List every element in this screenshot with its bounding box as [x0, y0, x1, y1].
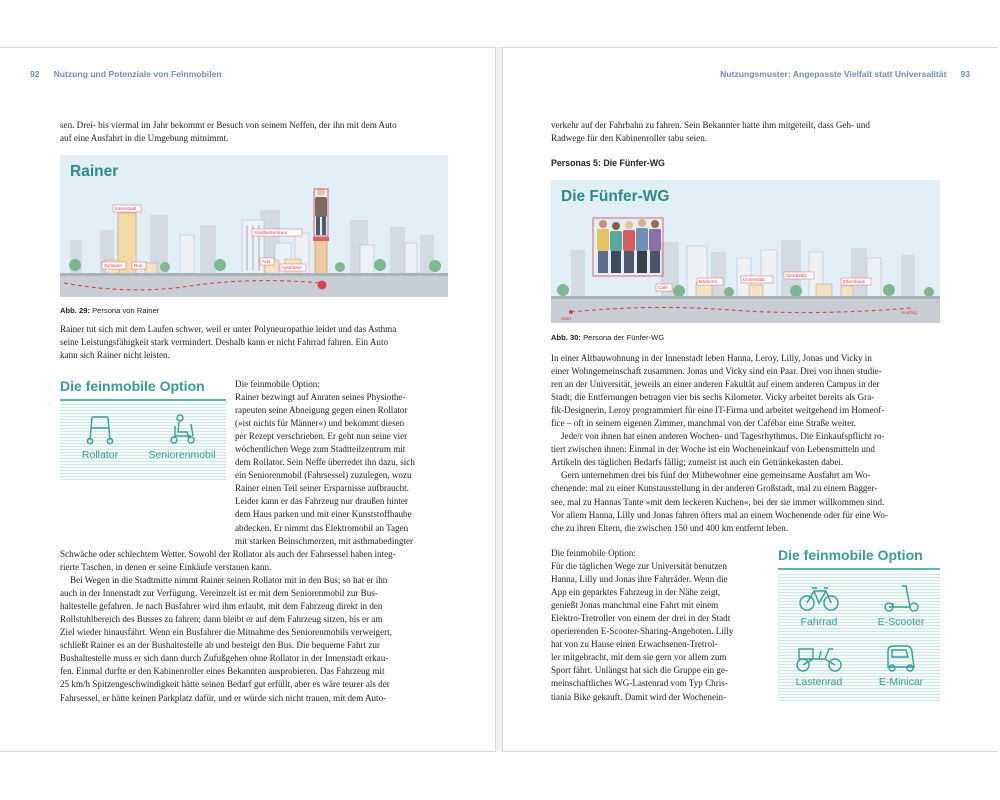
text-line: Stadt; die Entfernungen betragen vier bis sechs Kilometer. Vicky arbeitet bereits als Gra- — [551, 392, 875, 403]
text-line: rierte Taschen, in denen er seine Einkäufe verstauen kann. — [60, 562, 272, 573]
tag-cafe: Café — [658, 285, 668, 290]
option-item-seniorenmobil — [140, 412, 224, 461]
text-line: Rainer einen Teil seiner Ersparnisse aufbraucht. — [235, 483, 409, 494]
text-line: Rainer bezwingt auf Anraten seines Physiothe- — [235, 392, 406, 403]
tag-stadtteilzentrum: Stadtteilzentrum — [254, 230, 288, 235]
tag-arzt: Arzt — [262, 259, 271, 264]
tag-start: Start — [561, 317, 572, 322]
tag-sportplatz: Sportplatz — [786, 273, 807, 278]
tag-universitaet: Universität — [743, 277, 765, 282]
tag-baeckerei: Bäckerei — [699, 279, 717, 284]
text-line: Rollstuhlbereich des Busses zu fahren; dann bleibt er auf dem Fahrzeug sitzen, bis er am — [60, 614, 383, 625]
lastenrad-icon — [795, 643, 843, 673]
text-line: App ein geparktes Fahrzeug in der Nähe zeigt, — [551, 587, 721, 598]
text-line: tiania Bike gekauft. Damit wird der Wochenein- — [551, 691, 727, 702]
caption-label: Abb. 29: — [60, 306, 90, 315]
text-line: 25 km/h Spitzengeschwindigkeit hätte seinen Bedarf gut erfüllt, aber es wäre teurer als der — [60, 679, 390, 690]
wg-option-text — [551, 547, 766, 704]
text-line: Schwäche oder schlechtem Wetter. Sowohl der Rollator als auch der Fahrsessel haben integ- — [60, 549, 396, 559]
option-box-rule — [60, 399, 226, 401]
wg-group-figure — [593, 218, 663, 276]
text-line: tiert zwischen ihnen: Einmal in der Woche ist ein Wocheneinkauf von Lebensmitteln und — [551, 444, 875, 455]
left-running-head-title: Nutzung und Potenziale von Feinmobilen — [53, 69, 222, 79]
text-line: operierenden E-Scooter-Sharing-Angeboten. Lilly — [551, 626, 734, 637]
text-line: Die feinmobile Option: — [551, 548, 636, 558]
option-label: Rollator — [81, 449, 119, 461]
wg-option-box — [778, 547, 940, 703]
text-line: Elektro-Tretroller von einem der drei in der Stadt — [551, 613, 731, 624]
text-line: Fahrsessel, er hätte keinen Parkplatz dafür, und er würde sich nicht trauen, mit dem Auto- — [60, 692, 387, 703]
text-line: chenende: mal zu einer Kunstausstellung in der anderen Großstadt, mal zu einem Bagger- — [551, 483, 878, 494]
left-running-head — [30, 69, 222, 79]
option-label: Seniorenmobil — [148, 449, 216, 461]
text-line: meinschaftliches WG-Lastenrad vom Typ Chris- — [551, 678, 728, 689]
tag-innenstadt: Innenstadt — [115, 206, 137, 211]
option-item-e-minicar — [862, 643, 940, 688]
left-intro-text — [60, 119, 448, 145]
text-line: kann sich Rainer nicht leisten. — [60, 350, 170, 361]
option-label: E-Minicar — [878, 676, 924, 688]
tag-zuhause: Zuhause — [104, 263, 122, 268]
right-running-head-title: Nutzungsmuster: Angepasste Vielfalt statt Universalität — [720, 69, 947, 79]
rollator-icon — [83, 412, 117, 446]
e-scooter-icon — [880, 583, 922, 613]
text-line: Sport fährt. Unlängst hat sich die Gruppe ein ge- — [551, 665, 729, 676]
text-line: Bei Wegen in die Stadtmitte nimmt Rainer seinen Rollator mit in den Bus; so hat er ihn — [70, 575, 388, 586]
figure-30-caption — [551, 333, 664, 342]
text-line: Radwege für den Kabinenroller tabu seien. — [551, 133, 708, 144]
seniorenmobil-icon — [165, 412, 199, 446]
text-line: Vor allem Hanna, Lilly und Jonas fahren öfters mal an einem Wochenende oder für eine Wo- — [551, 509, 888, 520]
tag-elternhaus: Elternhaus — [843, 279, 865, 284]
option-item-e-scooter — [862, 583, 940, 628]
text-line: Hanna, Lilly und Jonas ihre Fahrräder. Wenn die — [551, 574, 728, 585]
caption-label: Abb. 30: — [551, 333, 581, 342]
option-box-title: Die feinmobile Option — [60, 378, 205, 394]
text-line: einer Wohngemeinschaft zusammen. Jonas und Vicky sind ein Paar. Drei von ihnen studie- — [551, 366, 882, 377]
caption-text: Persona von Rainer — [92, 306, 160, 315]
text-line: wöchentlichen Wege zum Stadtteilzentrum mit — [235, 444, 406, 455]
option-label: Fahrrad — [800, 616, 838, 628]
figure-29-caption — [60, 306, 159, 315]
left-body-text — [60, 548, 448, 705]
text-line: fen. Einmal durfte er den Kabinenroller eines Bekannten ausprobieren. Das Fahrzeug mit — [60, 666, 385, 677]
text-line: sen. Drei- bis viermal im Jahr bekommt er Besuch von seinem Neffen, der ihn mit dem Auto — [60, 120, 397, 130]
right-running-head — [720, 69, 970, 79]
text-line: ein Seniorenmobil (Fahrsessel) zuzulegen, wozu — [235, 470, 412, 481]
rainer-persona-illustration — [60, 155, 448, 297]
text-line: see, mal zu Hannas Tante »mit dem leckeren Kuchen«, bei der sie immer willkommen sind. — [551, 496, 885, 507]
tag-ausflug: Ausflug — [901, 311, 917, 316]
tag-bus: Bus — [134, 263, 142, 268]
right-intro-text — [551, 119, 940, 145]
right-para-text — [551, 352, 940, 535]
text-line: dem Rollator. Sein Neffe überredet ihn dazu, sich — [235, 457, 415, 468]
left-para-text — [60, 323, 448, 362]
e-minicar-icon — [880, 643, 922, 673]
tag-apotheke: Apotheke — [282, 265, 302, 270]
left-page-number: 92 — [30, 69, 40, 79]
text-line: Artikeln des täglichen Bedarfs fällig; zumeist ist auch ein Getränkekasten dabei. — [551, 457, 844, 468]
text-line: auch in der Innenstadt zur Verfügung. Vereinzelt ist er mit dem Seniorenmobil zur Bus- — [60, 588, 378, 599]
text-line: seine Leistungsfähigkeit stark vermindert. Deshalb kann er nicht Fahrrad fahren. Ein Auto — [60, 337, 389, 348]
text-line: Leider kann er das Fahrzeug nur draußen hinter — [235, 496, 408, 507]
persona-5-subhead: Personas 5: Die Fünfer-WG — [551, 158, 665, 168]
text-line: Gern unternehmen drei bis fünf der Mitbewohner eine gemeinsame Ausfahrt am Wo- — [561, 470, 871, 481]
text-line: Jede/r von ihnen hat einen anderen Wochen- und Tagesrhythmus. Die Einkaufspflicht ro- — [561, 431, 885, 442]
wg-persona-illustration — [551, 180, 940, 323]
text-line: Für die täglichen Wege zur Universität benutzen — [551, 561, 727, 572]
rainer-option-text — [235, 378, 448, 548]
text-line: mit starken Beinschmerzen, mit asthmabedingter — [235, 535, 414, 546]
option-item-fahrrad — [780, 583, 858, 628]
text-line: Ziel wieder hinausfährt. Wenn ein Busfahrer die Mitnahme des Seniorenmobils verweigert, — [60, 627, 392, 638]
text-line: abdecken. Er nimmt das Elektromobil an Tagen — [235, 522, 409, 533]
text-line: fice – oft in seinem eigenen Zimmer, manchmal von der Cafébar eine Straße weiter. — [551, 418, 856, 429]
wg-figure-title: Die Fünfer-WG — [561, 188, 670, 205]
text-line: ren an der Universität, jeweils an einer anderen Fakultät auf einem anderen Campus in der — [551, 379, 880, 390]
text-line: Die feinmobile Option: — [235, 379, 320, 389]
text-line: rapeuten seine Abneigung gegen einen Rollator — [235, 405, 408, 416]
text-line: genießt Jonas manchmal eine Fahrt mit einem — [551, 600, 719, 611]
right-page-number: 93 — [960, 69, 970, 79]
option-item-lastenrad — [780, 643, 858, 688]
text-line: che zu ihren Eltern, die zwischen 150 und 400 km entfernt leben. — [551, 522, 789, 533]
rainer-option-box — [60, 378, 226, 488]
text-line: (»ist nichts für Männer«) und bekommt diesen — [235, 418, 405, 429]
text-line: dem Haus parken und mit einer Kunststoffhaube — [235, 509, 412, 520]
text-line: haltestelle gefahren. Je nach Busfahrer wird ihm erlaubt, mit dem Fahrzeug direkt in den — [60, 601, 383, 612]
text-line: fik-Designerin, Leroy programmiert für eine IT-Firma und arbeitet weitgehend im Homeof- — [551, 405, 885, 416]
option-box-rule — [778, 568, 940, 570]
rainer-figure-title: Rainer — [70, 163, 119, 180]
option-item-rollator — [68, 412, 132, 461]
option-label: Lastenrad — [795, 676, 843, 688]
text-line: hat von zu Hause einen Erwachsenen-Tretrol- — [551, 639, 718, 650]
text-line: Bushaltestelle muss er sich dann durch Zufußgehen ohne Rollator in der Innenstadt erkau- — [60, 653, 389, 664]
text-line: per Rezept verschrieben. Er geht nun seine vier — [235, 431, 408, 442]
text-line: verkehr auf der Fahrbahn zu fahren. Sein Bekannter hatte ihm mitgeteilt, dass Geh- und — [551, 120, 870, 130]
text-line: schließt Rainer es an der Bushaltestelle ab und besteigt den Bus. Die bequeme Fahrt zur — [60, 640, 380, 651]
option-label: E-Scooter — [877, 616, 925, 628]
caption-text: Persona der Fünfer-WG — [583, 333, 665, 342]
text-line: Rainer tut sich mit dem Laufen schwer, weil er unter Polyneuropathie leidet und das Asthma — [60, 324, 397, 334]
fahrrad-icon — [798, 583, 840, 613]
text-line: In einer Altbauwohnung in der Innenstadt leben Hanna, Leroy, Lilly, Jonas und Vicky in — [551, 353, 872, 363]
text-line: auf eine Ausfahrt in die Umgebung mitnimmt. — [60, 133, 229, 144]
text-line: ler mitgebracht, mit dem sie gern vor allem zum — [551, 652, 727, 663]
option-box-title: Die feinmobile Option — [778, 547, 923, 563]
